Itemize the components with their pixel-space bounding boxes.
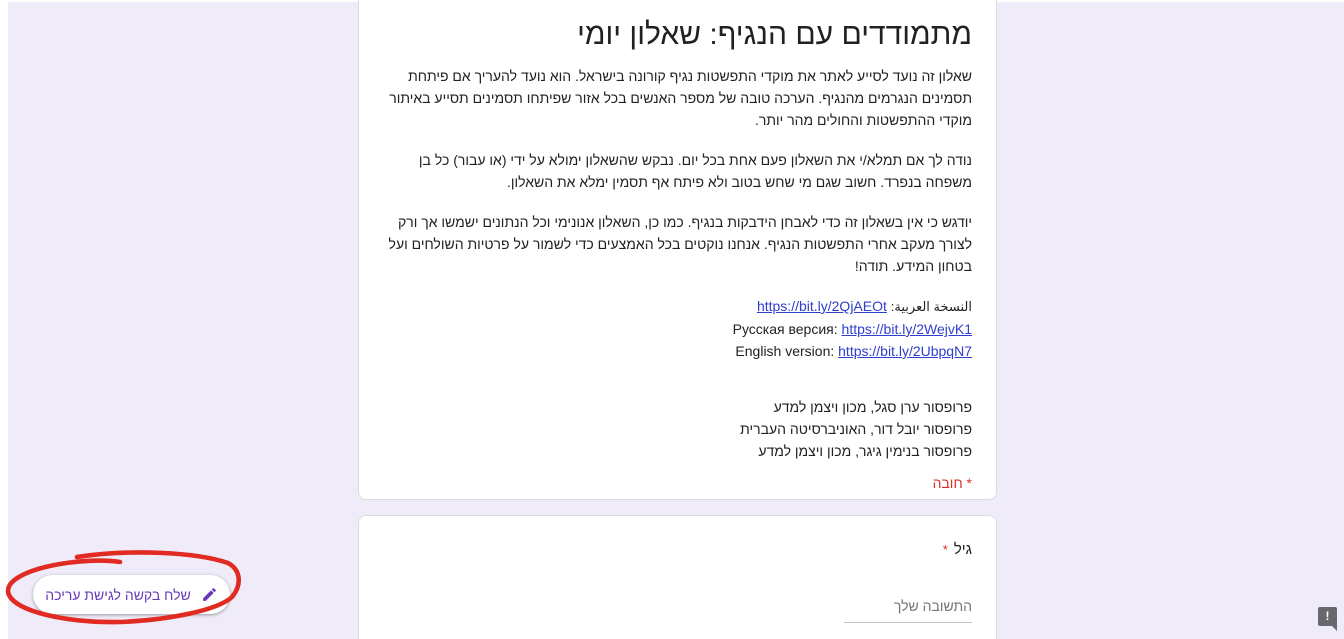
form-title: מתמודדים עם הנגיף: שאלון יומי xyxy=(577,18,972,51)
russian-version-label: Русская версия: xyxy=(732,321,838,337)
arabic-version-label: النسخة العربية: xyxy=(890,299,972,314)
age-answer-input[interactable] xyxy=(844,594,972,623)
authors-list xyxy=(383,396,972,462)
form-intro-card xyxy=(358,0,997,500)
translation-links xyxy=(383,295,972,362)
required-fields-note: * חובה xyxy=(932,475,972,491)
russian-version-line xyxy=(383,318,972,340)
russian-version-link[interactable]: https://bit.ly/2WejvK1 xyxy=(841,321,972,337)
english-version-label: English version: xyxy=(735,343,835,359)
description-paragraph: יודגש כי אין בשאלון זה כדי לאבחן הידבקות בנגיף. כמו כן, השאלון אנונימי וכל הנתונים ישמשו אך ורק לצורך מעקב אחרי התפשטות הנגיף. אנחנו נוקטים בכל האמצעים כדי לשמור על פרטיות השולחים ועל בטחון המידע. תודה! xyxy=(388,214,972,274)
english-version-line xyxy=(383,340,972,362)
author-line: פרופסור ערן סגל, מכון ויצמן למדע xyxy=(773,399,972,415)
alert-bubble-icon[interactable] xyxy=(1318,607,1337,626)
required-asterisk: * xyxy=(942,542,948,557)
english-version-link[interactable]: https://bit.ly/2UbpqN7 xyxy=(838,343,972,359)
question-title: גיל xyxy=(953,541,972,558)
question-label xyxy=(383,540,972,560)
request-edit-access-button[interactable] xyxy=(33,575,230,614)
exclamation-glyph: ! xyxy=(1325,609,1330,623)
arabic-version-line xyxy=(383,295,972,318)
arabic-version-link[interactable]: https://bit.ly/2QjAEOt xyxy=(756,298,887,314)
answer-field-wrap xyxy=(383,594,972,623)
description-paragraph: שאלון זה נועד לסייע לאתר את מוקדי התפשטות נגיף קורונה בישראל. הוא נועד להעריך אם פיתחת תסמינים הנגרמים מהנגיף. הערכה טובה של מספר האנשים בכל אזור שפיתחו תסמינים תסייע באיתור מוקדי ההתפשטות והחולים מהר יותר. xyxy=(389,68,972,128)
author-line: פרופסור בנימין גיגר, מכון ויצמן למדע xyxy=(758,443,972,459)
request-edit-access-label: שלח בקשה לגישת עריכה xyxy=(45,586,191,603)
form-description xyxy=(383,65,972,277)
question-card-age xyxy=(358,515,997,639)
pencil-icon xyxy=(201,586,218,603)
author-line: פרופסור יובל דור, האוניברסיטה העברית xyxy=(740,421,972,437)
description-paragraph: נודה לך אם תמלא/י את השאלון פעם אחת בכל יום. נבקש שהשאלון ימולא על ידי (או עבור) כל בן משפחה בנפרד. חשוב שגם מי שחש בטוב ולא פיתח אף תסמין ימלא את השאלון. xyxy=(418,152,972,190)
